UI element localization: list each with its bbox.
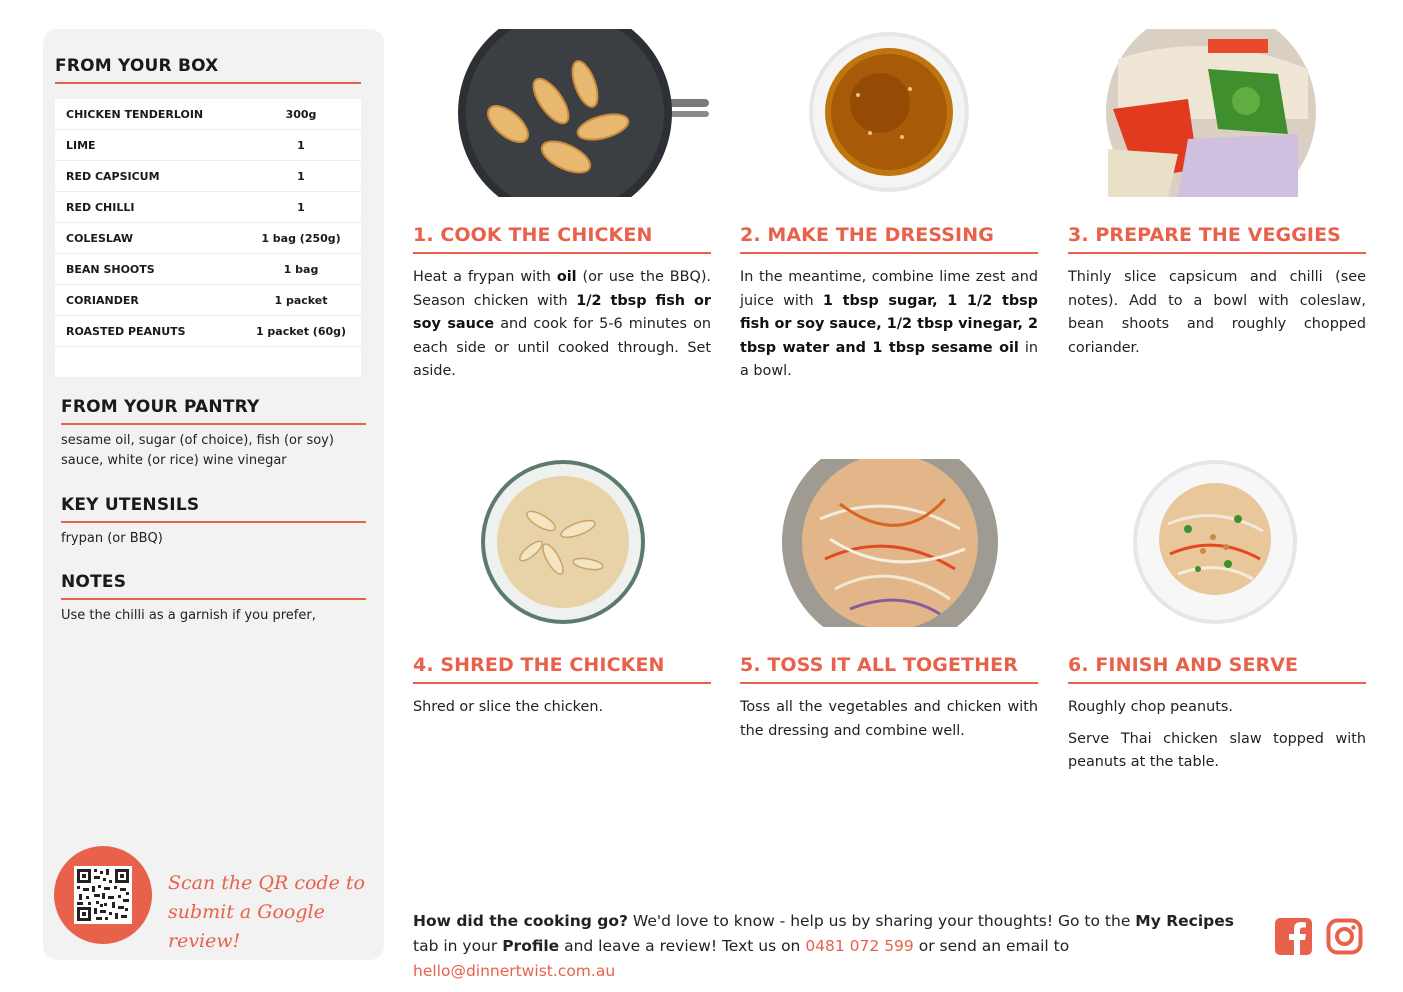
qr-caption-line-1: Scan the QR code to	[168, 872, 365, 894]
from-your-box-title: FROM YOUR BOX	[55, 56, 219, 76]
step-emphasis: 1/2 tbsp fish or soy sauce	[413, 292, 711, 332]
ingredient-qty: 300g	[285, 107, 317, 121]
step-5-body	[740, 696, 1038, 751]
step-text: In the meantime, combine lime zest and juice with	[740, 269, 1038, 309]
step-text: (or use the BBQ). Season chicken with	[413, 269, 712, 309]
ingredient-name: BEAN SHOOTS	[66, 262, 155, 276]
ingredient-name: CORIANDER	[66, 293, 139, 307]
step-paragraph	[413, 266, 711, 384]
pantry-text: sesame oil, sugar (of choice), fish (or soy) sauce, white (or rice) wine vinegar	[61, 433, 334, 468]
step-text: Roughly chop peanuts.	[1068, 699, 1233, 715]
dressing-bowl-photo	[740, 29, 1038, 199]
table-row	[55, 130, 361, 161]
step-text: Heat a frypan with	[413, 269, 557, 285]
served-salad-photo	[1068, 459, 1366, 629]
ingredient-name: RED CAPSICUM	[66, 169, 160, 183]
shredded-chicken-photo	[413, 459, 711, 629]
step-3	[1068, 29, 1366, 369]
step-text: and cook for 5-6 minutes on each side or until cooked through. Set aside.	[413, 316, 711, 379]
step-emphasis: oil	[556, 269, 577, 285]
divider	[740, 682, 1038, 684]
veggies-bowl-photo	[1068, 29, 1366, 199]
qr-code-badge[interactable]	[54, 846, 152, 944]
step-6-title: 6. FINISH AND SERVE	[1068, 654, 1299, 676]
my-recipes-link[interactable]: My Recipes	[1135, 912, 1234, 930]
profile-link[interactable]: Profile	[502, 937, 560, 955]
footer-text: tab in your	[413, 937, 503, 955]
ingredient-qty: 1 bag	[283, 262, 319, 276]
divider	[413, 682, 711, 684]
ingredient-name: RED CHILLI	[66, 200, 135, 214]
footer-text: and leave a review! Text us on	[559, 937, 806, 955]
table-row	[55, 192, 361, 223]
step-4	[413, 459, 711, 799]
from-your-pantry-title: FROM YOUR PANTRY	[61, 397, 260, 417]
divider	[1068, 252, 1366, 254]
step-6	[1068, 459, 1366, 799]
step-text: Toss all the vegetables and chicken with the dressing and combine well.	[740, 699, 1038, 739]
step-emphasis: 1 tbsp sugar, 1 1/2 tbsp fish or soy sauce, 1/2 tbsp vinegar, 2 tbsp water and 1 tbsp sesame oil	[740, 292, 1038, 356]
table-row	[55, 285, 361, 316]
notes-title: NOTES	[61, 572, 127, 592]
phone-link[interactable]: 0481 072 599	[805, 937, 914, 955]
ingredients-sidebar	[43, 29, 384, 960]
table-row	[55, 161, 361, 192]
divider	[61, 521, 366, 523]
utensils-text: frypan (or BBQ)	[61, 531, 163, 546]
step-paragraph	[1068, 696, 1366, 720]
divider	[413, 252, 711, 254]
step-1	[413, 29, 712, 379]
notes-text: Use the chilli as a garnish if you prefer,	[61, 608, 316, 623]
step-paragraph	[740, 696, 1038, 743]
step-4-title: 4. SHRED THE CHICKEN	[413, 654, 665, 676]
step-2-title: 2. MAKE THE DRESSING	[740, 224, 994, 246]
ingredient-qty: 1 packet (60g)	[255, 324, 347, 338]
divider	[55, 82, 361, 84]
divider	[61, 598, 366, 600]
step-paragraph	[413, 696, 711, 720]
ingredient-name: LIME	[66, 138, 96, 152]
divider	[740, 252, 1038, 254]
ingredient-qty: 1	[297, 138, 305, 152]
review-footer	[413, 909, 1263, 984]
instagram-icon[interactable]	[1326, 918, 1363, 955]
step-paragraph	[740, 266, 1038, 384]
step-5-title: 5. TOSS IT ALL TOGETHER	[740, 654, 1018, 676]
tossed-salad-photo	[740, 459, 1038, 629]
step-1-body	[413, 266, 711, 392]
email-link[interactable]: hello@dinnertwist.com.au	[413, 962, 616, 980]
step-6-body	[1068, 696, 1366, 783]
ingredient-qty: 1 packet	[274, 293, 328, 307]
table-row	[55, 99, 361, 130]
key-utensils-title: KEY UTENSILS	[61, 495, 200, 515]
facebook-icon[interactable]	[1275, 918, 1312, 955]
qr-code-icon	[74, 866, 132, 924]
step-text: Shred or slice the chicken.	[413, 699, 604, 715]
step-2	[740, 29, 1038, 379]
ingredient-qty: 1	[297, 200, 305, 214]
step-2-body	[740, 266, 1038, 392]
step-1-title: 1. COOK THE CHICKEN	[413, 224, 653, 246]
qr-review-caption	[168, 869, 384, 956]
table-row	[55, 254, 361, 285]
frypan-chicken-photo	[413, 29, 711, 199]
step-paragraph	[1068, 728, 1366, 775]
table-row	[55, 316, 361, 347]
step-text: in a bowl.	[740, 339, 1038, 379]
divider	[61, 423, 366, 425]
step-paragraph	[1068, 266, 1366, 360]
divider	[1068, 682, 1366, 684]
step-3-title: 3. PREPARE THE VEGGIES	[1068, 224, 1341, 246]
step-text: Serve Thai chicken slaw topped with peanuts at the table.	[1068, 730, 1366, 770]
ingredient-qty: 1 bag (250g)	[261, 231, 341, 245]
ingredients-table	[55, 99, 361, 377]
ingredient-name: COLESLAW	[66, 231, 134, 245]
ingredient-qty: 1	[297, 169, 305, 183]
step-3-body	[1068, 266, 1366, 368]
footer-text: or send an email to	[913, 937, 1070, 955]
qr-caption-line-2: submit a Google review!	[168, 901, 325, 952]
footer-question: How did the cooking go?	[413, 912, 628, 930]
step-text: Thinly slice capsicum and chilli (see notes). Add to a bowl with coleslaw, bean shoots and roughly chopped coriander.	[1068, 269, 1366, 356]
table-row	[55, 223, 361, 254]
ingredient-name: ROASTED PEANUTS	[66, 324, 186, 338]
footer-text: We'd love to know - help us by sharing your thoughts! Go to the	[627, 912, 1136, 930]
step-5	[740, 459, 1038, 799]
step-4-body	[413, 696, 711, 728]
ingredient-name: CHICKEN TENDERLOIN	[66, 107, 204, 121]
